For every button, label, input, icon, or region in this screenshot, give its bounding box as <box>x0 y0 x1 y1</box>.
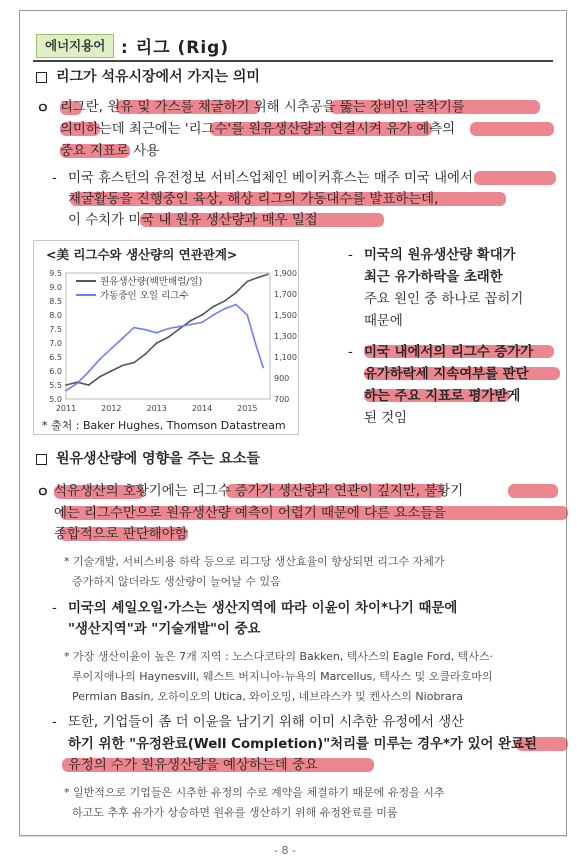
series-point-2 <box>122 337 124 339</box>
y-left-tick-label: 9.5 <box>49 269 62 278</box>
series-point-2 <box>190 324 192 326</box>
s1-p2-line1: 미국 휴스턴의 유전정보 서비스업체인 베이커휴스는 매주 미국 내에서 <box>68 171 473 186</box>
legend-label-2: 가동중인 오일 리그수 <box>100 290 189 302</box>
s1-p2-line3: 이 수치가 미국 내 원유 생산량과 매우 밀접 <box>68 213 318 228</box>
x-tick-label: 2013 <box>146 404 167 413</box>
series-point-1 <box>267 274 269 276</box>
bullet-o-icon: ㅇ <box>36 101 50 117</box>
dash-icon: - <box>348 248 353 263</box>
s1-p1-line2: 의미하는데 최근에는 '리그수'를 원유생산량과 연결시켜 유가 예측의 <box>60 122 456 137</box>
x-tick-label: 2015 <box>237 404 258 413</box>
y-left-tick-label: 7.0 <box>49 339 62 348</box>
s2-note1-line2: 증가하지 않더라도 생산량이 늘어날 수 있음 <box>72 575 281 588</box>
series-point-2 <box>212 314 214 316</box>
series-point-1 <box>258 276 260 278</box>
series-point-2 <box>65 390 67 392</box>
series-point-2 <box>110 348 112 350</box>
series-point-1 <box>122 365 124 367</box>
y-left-tick-label: 5.0 <box>49 395 62 404</box>
series-point-2 <box>262 367 264 369</box>
series-point-1 <box>167 337 169 339</box>
series-point-2 <box>144 329 146 331</box>
s2-p3-line1: 또한, 기업들이 좀 더 이윤을 남기기 위해 이미 시추한 유정에서 생산 <box>68 715 465 730</box>
series-point-1 <box>65 384 67 386</box>
y-left-tick-label: 8.0 <box>49 311 62 320</box>
chart-source: * 출처 : Baker Hughes, Thomson Datastream <box>42 419 286 432</box>
x-tick-label: 2012 <box>101 404 122 413</box>
s2-p3-line2: 하기 위한 "유정완료(Well Completion)"처리를 미루는 경우*가 있어 완료된 <box>68 737 537 752</box>
y-right-tick-label: 900 <box>274 374 290 383</box>
dash-icon: - <box>52 601 57 616</box>
footer-divider <box>19 836 567 837</box>
y-right-tick-label: 1,300 <box>274 332 297 341</box>
right-note2-line1: 미국 내에서의 리그수 증가가 <box>364 345 534 360</box>
s2-note1-line1: * 기술개발, 서비스비용 하락 등으로 리그당 생산효율이 향상되면 리그수 자체가 <box>64 555 445 568</box>
header-divider <box>33 60 553 62</box>
y-right-tick-label: 1,100 <box>274 353 297 362</box>
rig-production-chart <box>33 240 299 435</box>
y-left-tick-label: 5.5 <box>49 381 62 390</box>
series-point-2 <box>156 332 158 334</box>
s1-p2-line2: 채굴활동을 진행중인 육상, 해상 리그의 가동대수를 발표하는데, <box>68 192 439 207</box>
series-point-2 <box>178 326 180 328</box>
s2-note3-line1: * 일반적으로 기업들은 시추한 유정의 수로 계약을 체결하기 때문에 유정을 시추 <box>64 786 445 799</box>
series-point-2 <box>88 371 90 373</box>
s2-note2-line2: 루이지애나의 Haynesvill, 웨스트 버지니아-뉴욕의 Marcellus, 텍사스 및 오클라호마의 <box>72 670 493 683</box>
series-point-2 <box>224 308 226 310</box>
right-note2-line2: 유가하락세 지속여부를 판단 <box>364 367 529 382</box>
right-note1-line4: 때문에 <box>364 314 403 329</box>
dash-icon: - <box>52 171 57 186</box>
section2-checkbox-icon <box>36 454 47 465</box>
right-note2-line4: 된 것임 <box>364 411 408 426</box>
y-left-tick-label: 9.0 <box>49 283 62 292</box>
x-tick-label: 2014 <box>191 404 213 413</box>
series-point-2 <box>235 304 237 306</box>
series-point-1 <box>156 342 158 344</box>
series-point-1 <box>133 362 135 364</box>
term-category-badge: 에너지용어 <box>36 34 114 58</box>
s1-p1-line3: 중요 지표로 사용 <box>60 144 160 159</box>
s2-p3-line3: 유정의 수가 원유생산량을 예상하는데 중요 <box>68 758 318 773</box>
dash-icon: - <box>52 715 57 730</box>
series-point-1 <box>246 281 248 283</box>
right-note2-line3: 하는 주요 지표로 평가받게 <box>364 389 521 404</box>
series-point-2 <box>201 321 203 323</box>
series-point-2 <box>256 346 258 348</box>
s2-note2-line3: Permian Basin, 오하이오의 Utica, 와이오밍, 네브라스카 및 켄사스의 Niobrara <box>72 690 463 703</box>
series-point-1 <box>190 320 192 322</box>
series-point-1 <box>235 292 237 294</box>
chart-title: <美 리그수와 생산량의 연관관계> <box>46 247 238 262</box>
series-line-2 <box>66 305 263 391</box>
s2-note3-line2: 하고도 추후 유가가 상승하면 원유를 생산하기 위해 유정완료를 미룸 <box>72 806 398 819</box>
series-point-1 <box>224 300 226 302</box>
series-point-2 <box>99 358 101 360</box>
dash-icon: - <box>348 345 353 360</box>
y-right-tick-label: 700 <box>274 395 290 404</box>
s2-p1-line1: 석유생산의 호황기에는 리그수 증가가 생산량과 연관이 깊지만, 불황기 <box>54 484 464 499</box>
section2-heading: 원유생산량에 영향을 주는 요소들 <box>56 451 260 467</box>
s2-p1-line2: 에는 리그수만으로 원유생산량 예측이 어렵기 때문에 다른 요소들을 <box>54 506 446 521</box>
y-right-tick-label: 1,700 <box>274 290 297 299</box>
section1-checkbox-icon <box>36 72 47 83</box>
series-point-1 <box>212 306 214 308</box>
s2-p2-line1: 미국의 셰일오일·가스는 생산지역에 따라 이윤이 차이*나기 때문에 <box>68 601 458 616</box>
s2-note2-line1: * 가장 생산이윤이 높은 7개 지역 : 노스다코타의 Bakken, 텍사스의 Eagle Ford, 텍사스· <box>64 650 494 663</box>
page-title: : 리그 (Rig) <box>121 38 230 58</box>
right-note1-line1: 미국의 원유생산량 확대가 <box>364 248 516 263</box>
y-right-tick-label: 1,900 <box>274 269 297 278</box>
y-left-tick-label: 8.5 <box>49 297 62 306</box>
section1-heading: 리그가 석유시장에서 가지는 의미 <box>56 69 260 85</box>
series-point-1 <box>201 314 203 316</box>
series-point-2 <box>76 382 78 384</box>
series-point-1 <box>88 384 90 386</box>
y-left-tick-label: 6.5 <box>49 353 62 362</box>
legend-label-1: 원유생산량(백만배럴/일) <box>100 276 203 288</box>
series-point-1 <box>110 370 112 372</box>
s2-p2-line2: "생산지역"과 "기술개발"이 중요 <box>68 622 261 637</box>
series-point-2 <box>246 314 248 316</box>
series-point-2 <box>167 328 169 330</box>
series-point-1 <box>178 328 180 330</box>
right-note1-line3: 주요 원인 중 하나로 꼽히기 <box>364 292 524 307</box>
right-note1-line2: 최근 유가하락을 초래한 <box>364 270 503 285</box>
series-point-1 <box>99 376 101 378</box>
y-left-tick-label: 7.5 <box>49 325 62 334</box>
page-number: - 8 - <box>274 844 296 857</box>
y-left-tick-label: 6.0 <box>49 367 62 376</box>
series-point-2 <box>133 327 135 329</box>
y-right-tick-label: 1,500 <box>274 311 297 320</box>
bullet-o-icon: ㅇ <box>36 485 50 501</box>
s1-p1-line1: 리그란, 원유 및 가스를 채굴하기 위해 시추공을 뚫는 장비인 굴착기를 <box>60 100 465 115</box>
series-point-1 <box>144 353 146 355</box>
chart-plot <box>34 241 298 434</box>
x-tick-label: 2011 <box>55 404 77 413</box>
s2-p1-line3: 종합적으로 판단해야함 <box>54 527 188 542</box>
